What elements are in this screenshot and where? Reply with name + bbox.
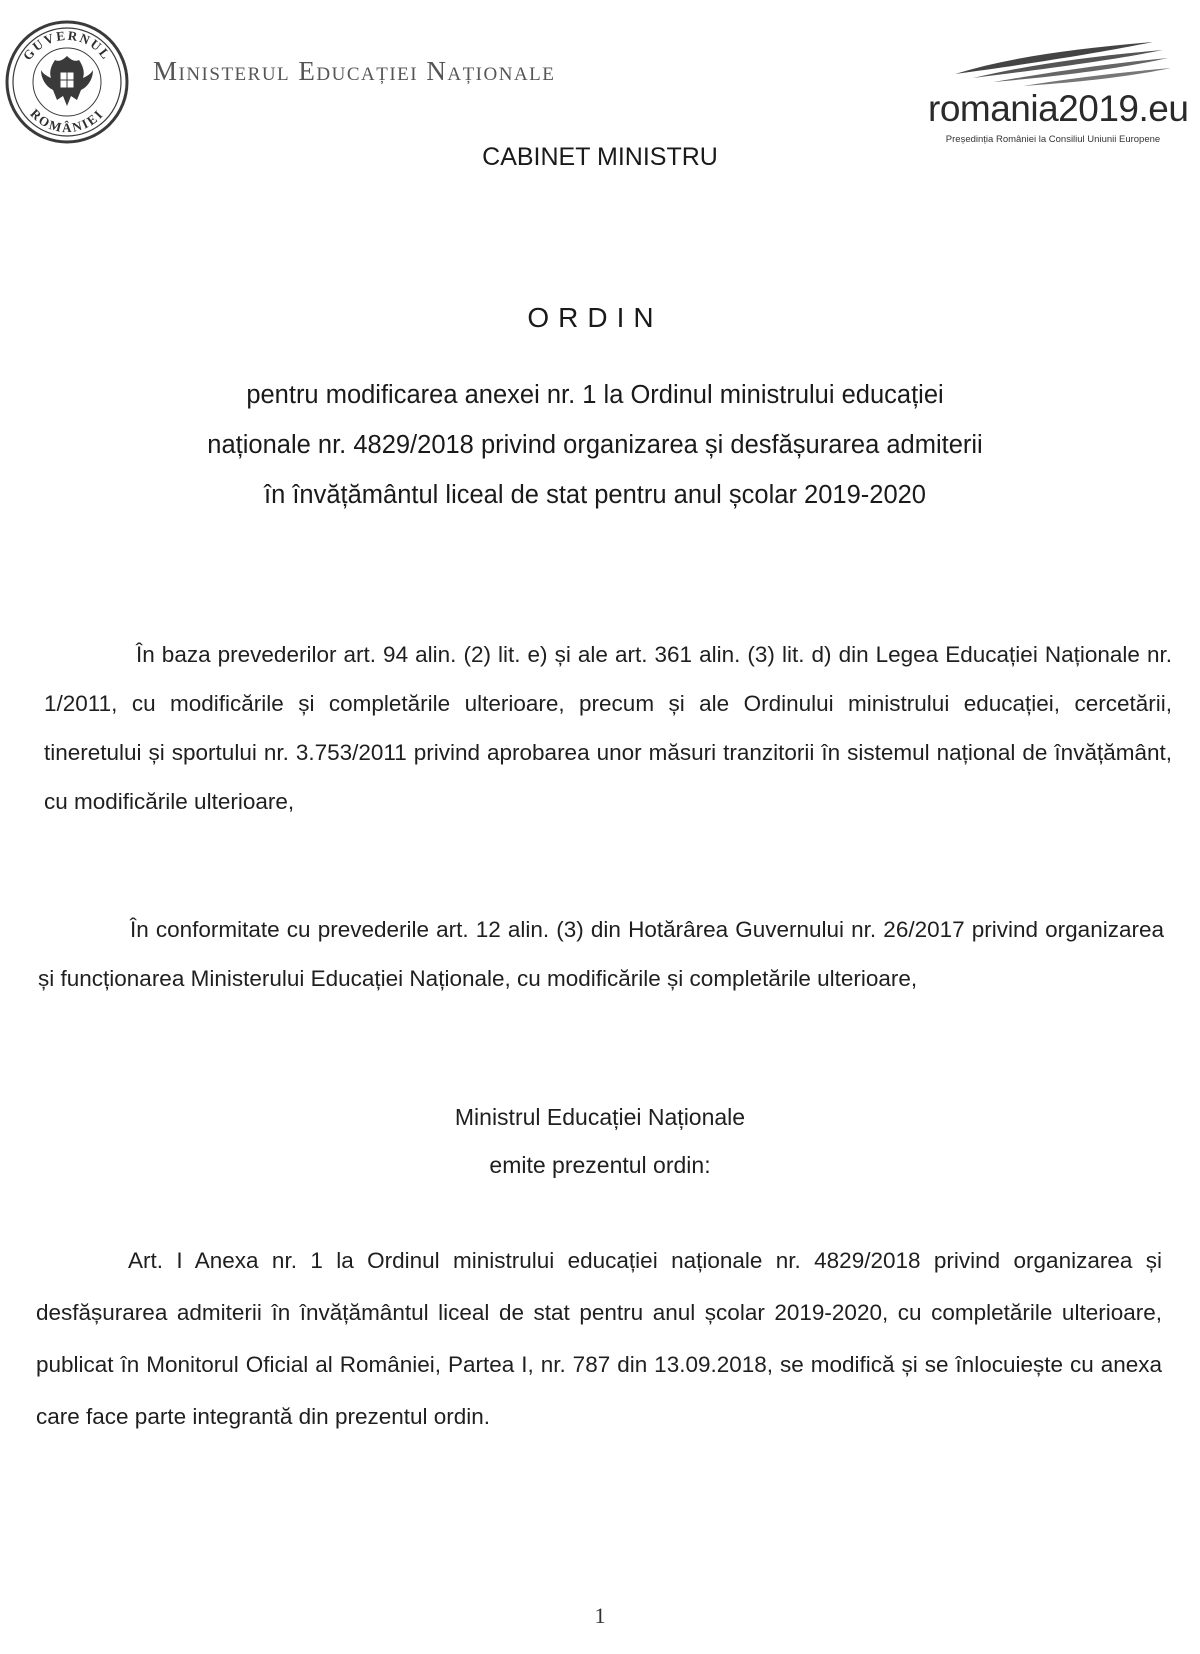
article-label: Art. I [128,1248,183,1273]
cabinet-heading: CABINET MINISTRU [482,143,718,171]
ministry-name: Ministerul Educației Naționale [153,56,556,86]
government-seal-icon [5,20,130,145]
issuer-action: emite prezentul ordin: [489,1152,711,1178]
article-paragraph [36,1235,1162,1443]
subtitle-line: în învățământul liceal de stat pentru anul școlar 2019-2020 [263,481,926,509]
svg-text:ROMÂNIEI: ROMÂNIEI [27,105,107,136]
subtitle-line: pentru modificarea anexei nr. 1 la Ordinul ministrului educației [246,381,944,409]
page-number: 1 [594,1603,606,1628]
subtitle-line: naționale nr. 4829/2018 privind organizarea și desfășurarea admiterii [207,431,983,459]
legal-basis-paragraph: În baza prevederilor art. 94 alin. (2) lit. e) și ale art. 361 alin. (3) lit. d) din Legea Educației Naționale nr. 1/2011, cu modificările și completările ulterioare, precum și ale Ordinului ministrului educației, cercetării, tineretului și sportului nr. 3.753/2011 privind aprobarea unor măsuri tranzitorii în sistemul național de învățământ, cu modificările ulterioare, [44,642,1172,814]
article-text: Anexa nr. 1 la Ordinul ministrului educației naționale nr. 4829/2018 privind organizarea și desfășurarea admiterii în învățământul liceal de stat pentru anul școlar 2019-2020, cu completările ulterioare, publicat în Monitorul Oficial al României, Partea I, nr. 787 din 13.09.2018, se modifică și se înlocuiește cu anexa care face parte integrantă din prezentul ordin. [36,1248,1162,1429]
svg-text:GUVERNUL: GUVERNUL [19,27,115,63]
presidency-tagline: Președinția României la Consiliul Uniunii Europene [945,134,1161,145]
conformity-paragraph: În conformitate cu prevederile art. 12 alin. (3) din Hotărârea Guvernului nr. 26/2017 privind organizarea și funcționarea Ministerului Educației Naționale, cu modificările și completările ulterioare, [38,917,1164,991]
issuer-block [0,1093,1200,1189]
eu-presidency-swoosh-icon [953,34,1173,94]
issuer-name: Ministrul Educației Naționale [454,1104,746,1130]
presidency-domain: romania2019.eu [928,88,1189,129]
document-subtitle [130,370,1060,520]
document-title: ORDIN [527,302,663,333]
